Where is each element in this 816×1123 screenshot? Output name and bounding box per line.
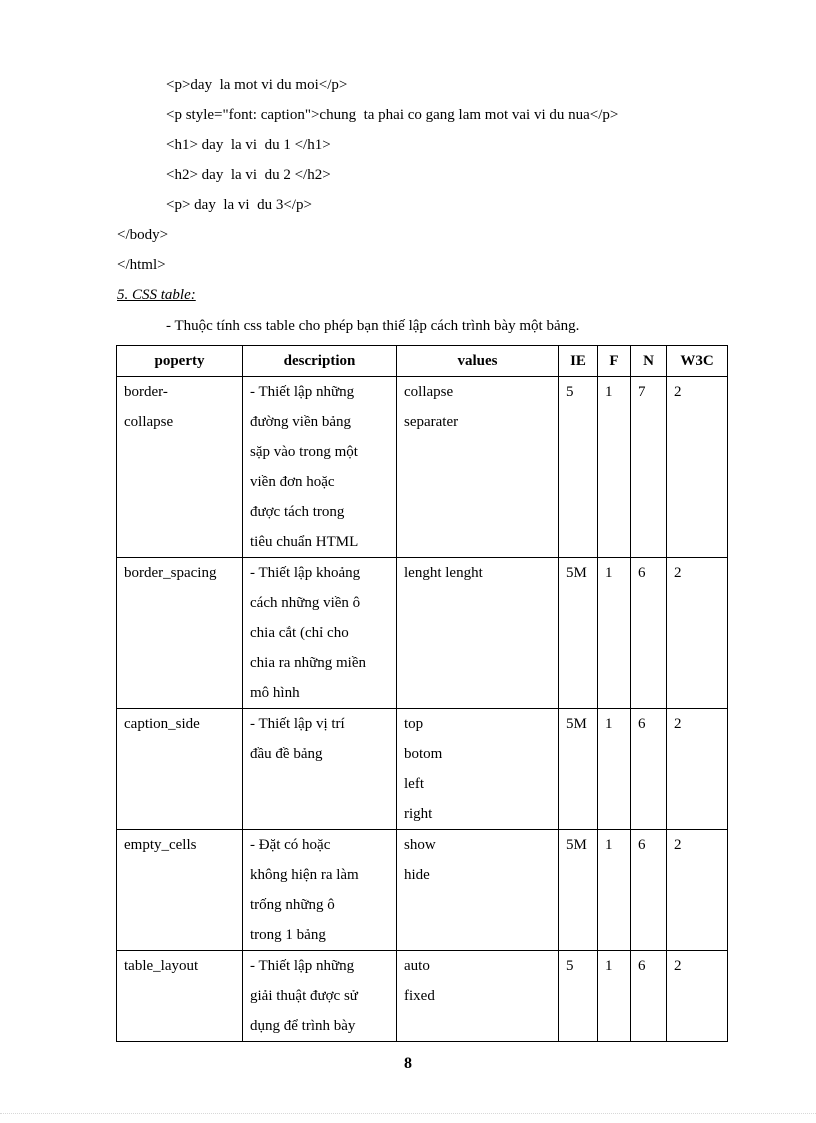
cell-text-line: giải thuật được sử xyxy=(250,988,358,1004)
header-cell: W3C xyxy=(667,346,728,377)
netscape-version-cell: 6 xyxy=(631,830,667,951)
description-cell xyxy=(243,951,397,1042)
cell-text-line: top xyxy=(404,716,424,732)
cell-text-line: chia cắt (chỉ cho xyxy=(250,625,349,641)
cell-text-line: caption_side xyxy=(124,716,200,732)
w3c-version-cell: 2 xyxy=(667,951,728,1042)
cell-text-line: separater xyxy=(404,414,459,430)
cell-text-line: show xyxy=(404,837,436,853)
code-line: </body> xyxy=(117,227,169,243)
netscape-version-cell: 6 xyxy=(631,951,667,1042)
page-number: 8 xyxy=(404,1055,412,1072)
property-cell xyxy=(117,558,243,709)
cell-text-line: border- xyxy=(124,384,168,400)
firefox-version-cell: 1 xyxy=(598,709,631,830)
code-line: <p> day la vi du 3</p> xyxy=(166,197,312,213)
code-line: </html> xyxy=(117,257,166,273)
cell-text-line: botom xyxy=(404,746,443,762)
cell-text-line: lenght lenght xyxy=(404,565,483,581)
code-line: <p>day la mot vi du moi</p> xyxy=(166,77,348,93)
cell-text-line: collapse xyxy=(404,384,454,400)
table-header-row xyxy=(117,346,728,377)
property-cell xyxy=(117,377,243,558)
cell-text-line: auto xyxy=(404,958,430,974)
code-line: <h2> day la vi du 2 </h2> xyxy=(166,167,331,183)
w3c-version-cell: 2 xyxy=(667,558,728,709)
netscape-version-cell: 6 xyxy=(631,709,667,830)
cell-text-line: table_layout xyxy=(124,958,199,974)
cell-text-line: trong 1 bảng xyxy=(250,927,326,943)
ie-version-cell: 5M xyxy=(559,830,598,951)
description-cell xyxy=(243,830,397,951)
cell-text-line: đầu đề bảng xyxy=(250,746,323,762)
ie-version-cell: 5 xyxy=(559,377,598,558)
property-cell xyxy=(117,830,243,951)
firefox-version-cell: 1 xyxy=(598,951,631,1042)
property-cell xyxy=(117,709,243,830)
cell-text-line: được tách trong xyxy=(250,504,345,520)
section-intro: - Thuộc tính css table cho phép bạn thiế lập cách trình bày một bảng. xyxy=(166,318,580,334)
cell-text-line: - Thiết lập khoảng xyxy=(250,565,361,581)
description-cell xyxy=(243,709,397,830)
code-line: <h1> day la vi du 1 </h1> xyxy=(166,137,331,153)
ie-version-cell: 5M xyxy=(559,709,598,830)
cell-text-line: left xyxy=(404,776,424,792)
table-row xyxy=(117,558,728,709)
property-cell xyxy=(117,951,243,1042)
cell-text-line: border_spacing xyxy=(124,565,217,581)
w3c-version-cell: 2 xyxy=(667,377,728,558)
css-table-properties xyxy=(116,345,728,1042)
cell-text-line: chia ra những miền xyxy=(250,655,367,671)
firefox-version-cell: 1 xyxy=(598,558,631,709)
cell-text-line: collapse xyxy=(124,414,174,430)
header-cell: IE xyxy=(559,346,598,377)
cell-text-line: cách những viền ô xyxy=(250,595,361,611)
w3c-version-cell: 2 xyxy=(667,709,728,830)
description-cell xyxy=(243,558,397,709)
header-cell: values xyxy=(397,346,559,377)
firefox-version-cell: 1 xyxy=(598,830,631,951)
header-cell: N xyxy=(631,346,667,377)
section-heading: 5. CSS table: xyxy=(117,287,196,303)
code-line: <p style="font: caption">chung ta phai co gang lam mot vai vi du nua</p> xyxy=(166,107,619,123)
cell-text-line: dụng để trình bày xyxy=(250,1018,356,1034)
cell-text-line: mô hình xyxy=(250,685,300,701)
values-cell xyxy=(397,951,559,1042)
cell-text-line: tiêu chuẩn HTML xyxy=(250,534,359,550)
ie-version-cell: 5M xyxy=(559,558,598,709)
cell-text-line: - Thiết lập những xyxy=(250,384,355,400)
cell-text-line: empty_cells xyxy=(124,837,197,853)
values-cell xyxy=(397,709,559,830)
cell-text-line: right xyxy=(404,806,433,822)
cell-text-line: đường viền bảng xyxy=(250,414,352,430)
cell-text-line: viền đơn hoặc xyxy=(250,474,335,490)
cell-text-line: - Đặt có hoặc xyxy=(250,837,331,853)
page-bottom-divider xyxy=(0,1113,816,1114)
header-cell: F xyxy=(598,346,631,377)
cell-text-line: trống những ô xyxy=(250,897,335,913)
header-cell: description xyxy=(243,346,397,377)
firefox-version-cell: 1 xyxy=(598,377,631,558)
values-cell xyxy=(397,558,559,709)
cell-text-line: - Thiết lập những xyxy=(250,958,355,974)
w3c-version-cell: 2 xyxy=(667,830,728,951)
table-row xyxy=(117,709,728,830)
cell-text-line: fixed xyxy=(404,988,435,1004)
cell-text-line: sặp vào trong một xyxy=(250,444,358,460)
netscape-version-cell: 6 xyxy=(631,558,667,709)
table-row xyxy=(117,830,728,951)
header-cell: poperty xyxy=(117,346,243,377)
values-cell xyxy=(397,830,559,951)
cell-text-line: không hiện ra làm xyxy=(250,867,359,883)
table-row xyxy=(117,951,728,1042)
values-cell xyxy=(397,377,559,558)
description-cell xyxy=(243,377,397,558)
cell-text-line: - Thiết lập vị trí xyxy=(250,716,345,732)
cell-text-line: hide xyxy=(404,867,430,883)
table-row xyxy=(117,377,728,558)
netscape-version-cell: 7 xyxy=(631,377,667,558)
ie-version-cell: 5 xyxy=(559,951,598,1042)
